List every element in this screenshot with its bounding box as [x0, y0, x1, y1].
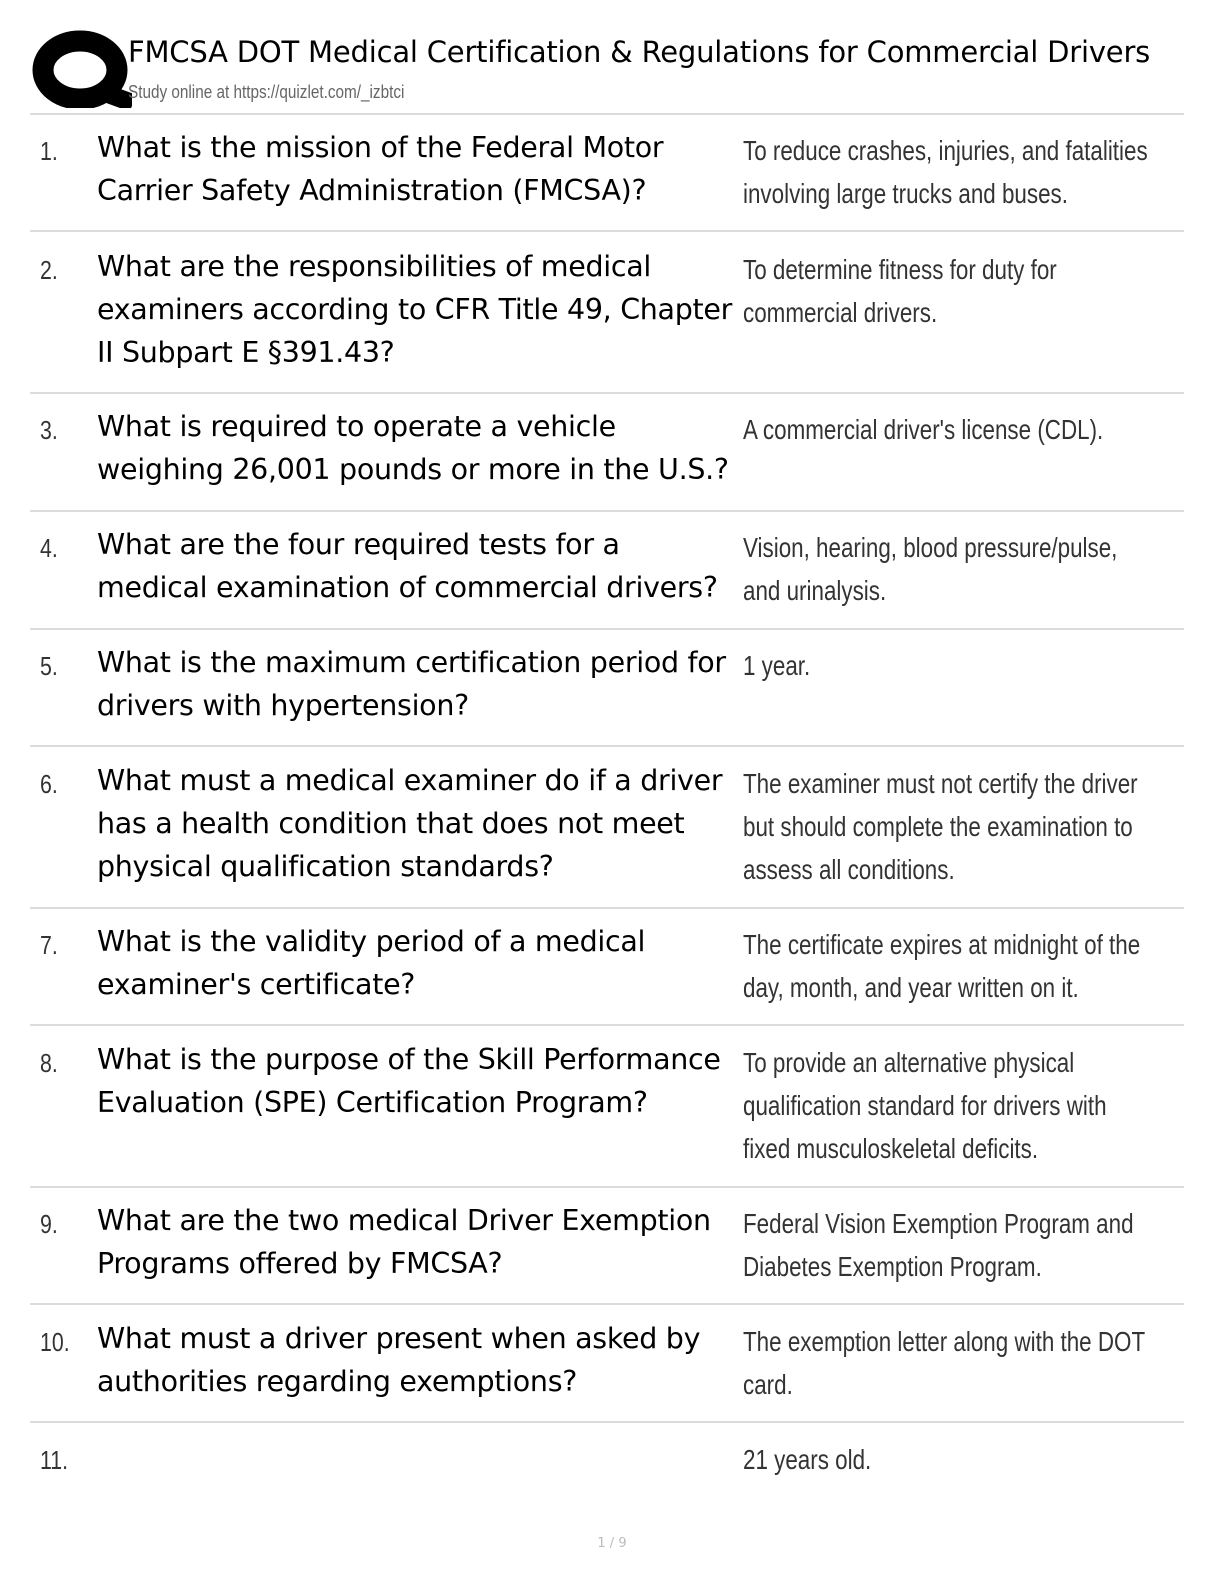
card-number: 9.: [40, 1209, 58, 1239]
card-number: 1.: [40, 136, 58, 166]
card-number: 10.: [40, 1327, 70, 1357]
card-question: What is the maximum certification period for drivers with hypertension?: [97, 646, 726, 722]
card-question: What is the mission of the Federal Motor Carrier Safety Administration (FMCSA)?: [97, 131, 664, 207]
card-answer: To determine fitness for duty for commercial drivers.: [743, 254, 1057, 328]
card-question: What are the four required tests for a medical examination of commercial drivers?: [97, 528, 718, 604]
card-question: What is the validity period of a medical examiner's certificate?: [97, 925, 646, 1001]
card-number: 4.: [40, 533, 58, 563]
card-answer: To provide an alternative physical qualification standard for drivers with fixed musculoskeletal deficits.: [743, 1047, 1107, 1164]
card-question: What are the responsibilities of medical examiners according to CFR Title 49, Chapter II Subpart E §391.43?: [97, 250, 733, 369]
card-number: 6.: [40, 769, 58, 799]
card-answer: A commercial driver's license (CDL).: [743, 414, 1104, 445]
divider: [30, 392, 1184, 394]
card-number: 5.: [40, 651, 58, 681]
card-answer: The examiner must not certify the driver but should complete the examination to assess all conditions.: [743, 768, 1138, 885]
divider: [30, 745, 1184, 747]
divider: [30, 628, 1184, 630]
card-answer: Vision, hearing, blood pressure/pulse, and urinalysis.: [743, 532, 1118, 606]
quizlet-q-logo-icon: [32, 30, 132, 108]
card-question: What are the two medical Driver Exemption Programs offered by FMCSA?: [97, 1204, 711, 1280]
divider: [30, 1421, 1184, 1423]
card-answer: The certificate expires at midnight of the day, month, and year written on it.: [743, 929, 1141, 1003]
card-question: What is required to operate a vehicle weighing 26,001 pounds or more in the U.S.?: [97, 410, 729, 486]
card-number: 8.: [40, 1048, 58, 1078]
card-answer: 21 years old.: [743, 1444, 872, 1475]
divider: [30, 1024, 1184, 1026]
study-online-link[interactable]: Study online at https://quizlet.com/_izbtci: [128, 82, 405, 102]
card-answer: 1 year.: [743, 650, 811, 681]
card-answer: To reduce crashes, injuries, and fatalities involving large trucks and buses.: [743, 135, 1148, 209]
card-question: What must a medical examiner do if a driver has a health condition that does not meet physical qualification standards?: [97, 764, 723, 883]
divider: [30, 1186, 1184, 1188]
divider: [30, 907, 1184, 909]
card-number: 11.: [40, 1445, 69, 1475]
divider: [30, 510, 1184, 512]
card-question: What must a driver present when asked by authorities regarding exemptions?: [97, 1322, 701, 1398]
page-title: FMCSA DOT Medical Certification & Regulations for Commercial Drivers: [128, 35, 1151, 69]
card-number: 3.: [40, 415, 58, 445]
card-question: What is the purpose of the Skill Performance Evaluation (SPE) Certification Program?: [97, 1043, 721, 1119]
divider: [30, 1303, 1184, 1305]
divider: [30, 113, 1184, 115]
card-answer: Federal Vision Exemption Program and Diabetes Exemption Program.: [743, 1208, 1134, 1282]
card-answer: The exemption letter along with the DOT card.: [743, 1326, 1145, 1400]
card-number: 2.: [40, 255, 58, 285]
page-header: [28, 26, 1188, 114]
divider: [30, 230, 1184, 232]
card-number: 7.: [40, 930, 58, 960]
page-number: 1 / 9: [597, 1536, 627, 1551]
